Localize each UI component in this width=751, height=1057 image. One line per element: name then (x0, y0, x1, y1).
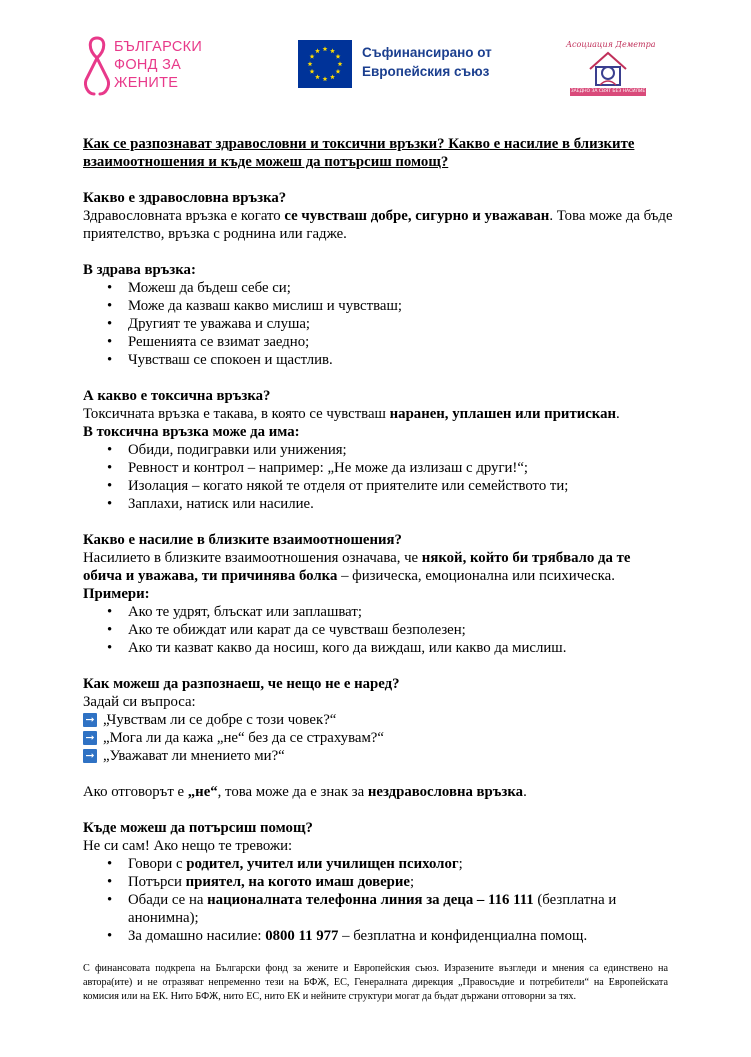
bfj-logo (82, 36, 222, 96)
list-item: • Другият те уважава и слуша; (83, 315, 673, 333)
list-item: • Може да казваш какво мислиш и чувстваш; (83, 297, 673, 315)
recognize-prompt: Задай си въпроса: (83, 694, 196, 710)
violence-heading: Какво е насилие в близките взаимоотношения? (83, 532, 402, 548)
list-item: • Решенията се взимат заедно; (83, 333, 673, 351)
demetra-logo-name: Асоциация Деметра (566, 40, 656, 49)
healthy-heading: Какво е здравословна връзка? (83, 190, 287, 206)
list-item: • Потърси приятел, на когото имаш доверие; (83, 873, 673, 891)
recognize-answer: Ако отговорът е „не“, това може да е знак за нездравословна връзка. (83, 784, 527, 800)
arrow-right-icon: ➞ (83, 749, 97, 763)
document-body (83, 135, 673, 945)
list-item: • Ако ти казват какво да носиш, кого да виждаш, или какво да мислиш. (83, 639, 673, 657)
demetra-logo (566, 40, 656, 98)
violence-list (83, 603, 673, 657)
question-row: ➞ „Мога ли да кажа „не“ без да се страхувам?“ (83, 729, 673, 747)
healthy-intro: Здравословната връзка е когато се чувстваш добре, сигурно и уважаван. Това може да бъде приятелство, връзка с роднина или гадже. (83, 208, 673, 242)
demetra-tagline: ЗАЕДНО ЗА СВЯТ БЕЗ НАСИЛИЕ (570, 89, 646, 94)
page-title: Как се разпознават здравословни и токсични връзки? Какво е насилие в близките взаимоотношения и къде можеш да потърсиш помощ? (83, 136, 635, 170)
list-item: • Обиди, подигравки или унижения; (83, 441, 673, 459)
page-header (0, 0, 751, 110)
bfj-logo-text: БЪЛГАРСКИ ФОНД ЗА ЖЕНИТЕ (114, 39, 203, 91)
toxic-list (83, 441, 673, 513)
list-item: • За домашно насилие: 0800 11 977 – безплатна и конфиденциална помощ. (83, 927, 673, 945)
list-item: • Чувстваш се спокоен и щастлив. (83, 351, 673, 369)
violence-intro: Насилието в близките взаимоотношения означава, че някой, който би трябвало да те обича и уважава, ти причинява болка – физическа, емоционална или психическа. (83, 550, 631, 584)
help-list (83, 855, 673, 945)
arrow-right-icon: ➞ (83, 731, 97, 745)
funding-disclaimer: С финансовата подкрепа на Български фонд за жените и Европейския съюз. Изразените възгледи и мнения са единствено на автора(ите) и не отразяват непременно тези на БФЖ, ЕС, Генералната дирекция „Правосъдие и потребители“ на Европейската комисия или на ЕК. Нито БФЖ, нито ЕС, нито ЕК и нейните структури могат да бъдат държани отговорни за тях. (83, 963, 668, 1002)
arrow-right-icon: ➞ (83, 713, 97, 727)
question-row: ➞ „Уважават ли мнението ми?“ (83, 747, 673, 765)
toxic-list-heading: В токсична връзка може да има: (83, 424, 300, 440)
ribbon-icon (82, 36, 112, 98)
list-item: • Ако те обиждат или карат да се чувстваш безполезен; (83, 621, 673, 639)
eu-cofunded-text: Съфинансирано от Европейския съюз (362, 45, 492, 79)
healthy-list-heading: В здрава връзка: (83, 262, 196, 278)
list-item: • Заплахи, натиск или насилие. (83, 495, 673, 513)
healthy-list (83, 279, 673, 369)
toxic-heading: А какво е токсична връзка? (83, 388, 271, 404)
house-icon (586, 49, 630, 89)
list-item: • Изолация – когато някой те отделя от приятелите или семейството ти; (83, 477, 673, 495)
list-item: • Обади се на националната телефонна линия за деца – 116 111 (безплатна и анонимна); (83, 891, 673, 927)
eu-flag-icon (298, 40, 352, 88)
toxic-intro: Токсичната връзка е такава, в която се чувстваш наранен, уплашен или притискан. (83, 406, 620, 422)
recognize-heading: Как можеш да разпознаеш, че нещо не е наред? (83, 676, 400, 692)
list-item: • Ревност и контрол – например: „Не може да излизаш с други!“; (83, 459, 673, 477)
help-intro: Не си сам! Ако нещо те тревожи: (83, 838, 293, 854)
list-item: • Говори с родител, учител или училищен психолог; (83, 855, 673, 873)
question-row: ➞ „Чувствам ли се добре с този човек?“ (83, 711, 673, 729)
list-item: • Ако те удрят, блъскат или заплашват; (83, 603, 673, 621)
list-item: • Можеш да бъдеш себе си; (83, 279, 673, 297)
help-heading: Къде можеш да потърсиш помощ? (83, 820, 313, 836)
examples-heading: Примери: (83, 586, 150, 602)
